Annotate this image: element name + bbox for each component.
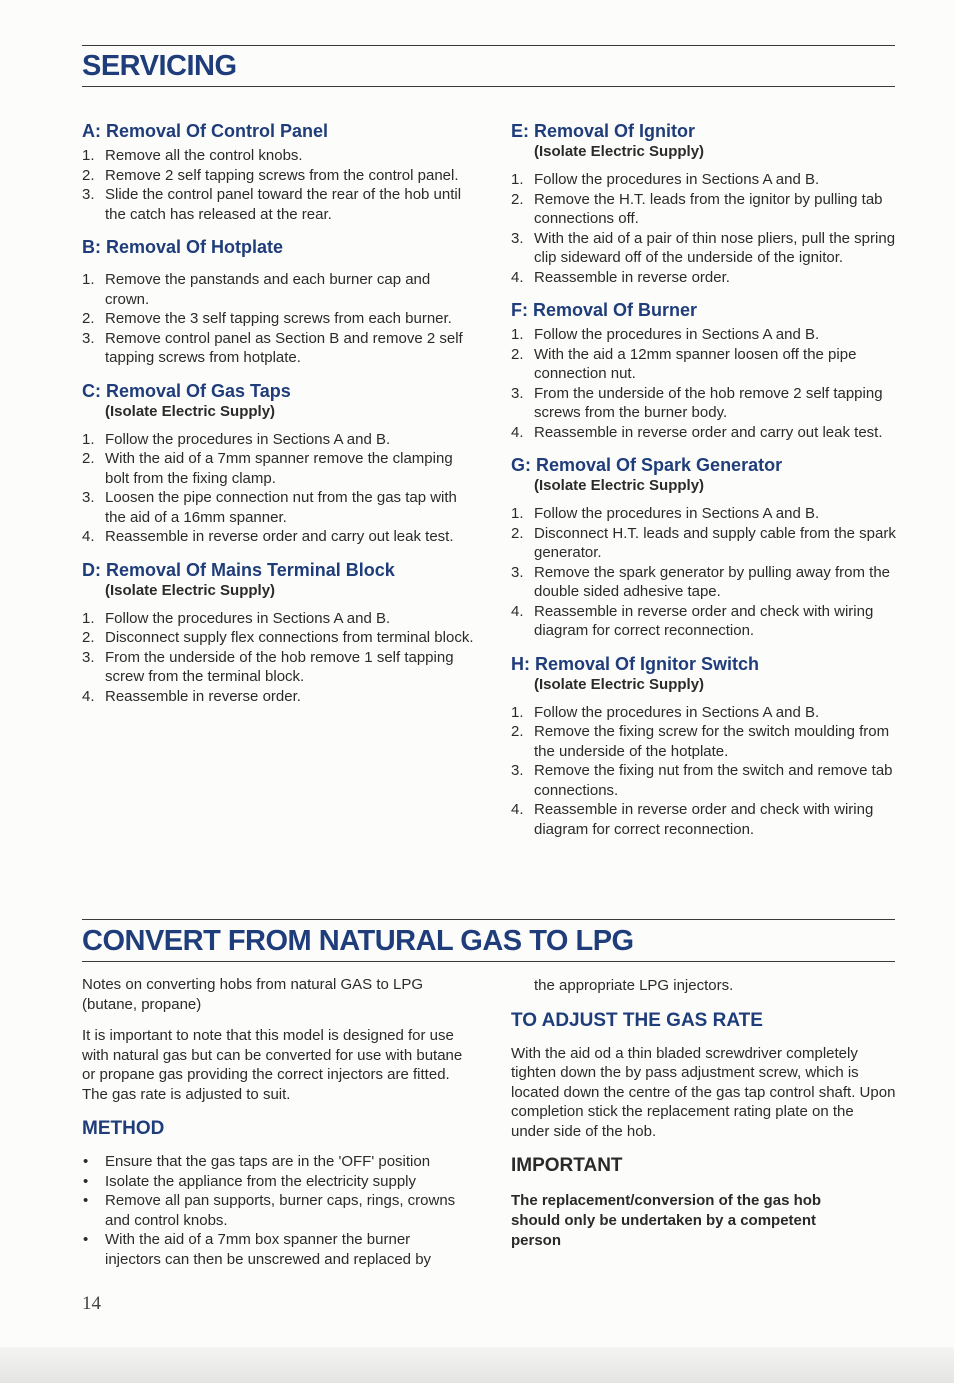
list-item: 4. Reassemble in reverse order and check with wiring diagram for correct reconnection. [511,801,874,838]
section-g [511,454,904,641]
list-item: 3. With the aid of a pair of thin nose pliers, pull the spring clip sideward off of the underside of the ignitor. [511,229,896,266]
list-item: 1. Follow the procedures in Sections A and B. [511,505,820,522]
list-item: 3. From the underside of the hob remove 2 self tapping screws from the burner body. [511,384,883,421]
section-d-heading: D: Removal Of Mains Terminal Block [82,559,395,580]
section-f-steps [511,325,904,442]
list-item: • Isolate the appliance from the electricity supply [83,1172,416,1190]
list-item: 1. Follow the procedures in Sections A and B. [511,703,820,721]
list-item: 4. Reassemble in reverse order and carry out leak test. [511,423,883,441]
list-item: 4. Reassemble in reverse order and carry out leak test. [82,528,454,545]
section-g-note: (Isolate Electric Supply) [534,477,705,494]
section-d-note: (Isolate Electric Supply) [105,581,276,599]
list-item: 1. Remove the panstands and each burner cap and crown. [82,271,431,308]
list-item: 1. Follow the procedures in Sections A and B. [82,609,391,627]
list-item: 1. Remove all the control knobs. [82,147,303,164]
section-c [82,380,477,547]
list-item: • Ensure that the gas taps are in the 'OFF' position [83,1153,431,1170]
section-a [82,120,477,224]
section-e-heading: E: Removal Of Ignitor [511,121,696,141]
section-f-heading: F: Removal Of Burner [511,300,698,320]
list-item: 2. Remove the 3 self tapping screws from each burner. [82,310,452,327]
section-d [82,559,477,707]
list-item: 2. Remove the fixing screw for the switch moulding from the underside of the hotplate. [511,723,890,760]
section-h-steps [511,703,904,840]
list-item: 3. Remove the spark generator by pulling away from the double sided adhesive tape. [511,563,891,600]
page-number: 14 [82,1293,101,1314]
list-item: 2. Disconnect H.T. leads and supply cable from the spark generator. [511,524,896,561]
list-item: 3. Remove the fixing nut from the switch and remove tab connections. [511,762,893,799]
convert-right-column [511,976,896,1251]
section-e-note: (Isolate Electric Supply) [534,143,705,160]
section-h-note: (Isolate Electric Supply) [534,675,705,693]
list-item: 3. From the underside of the hob remove 1 self tapping screw from the terminal block. [82,648,454,685]
section-c-steps [82,430,477,547]
top-rule [82,45,895,46]
adjust-gas-rate-heading: TO ADJUST THE GAS RATE [511,1009,763,1031]
section-a-steps [82,146,477,224]
list-item: 2. Remove the H.T. leads from the ignitor by pulling tab connections off. [511,190,883,227]
adjust-gas-rate-text: With the aid od a thin bladed screwdriver completely tighten down the by pass adjustment screw, which is located down the centre of the gas tap control shaft. Upon completion stick the replacement rating plate on the under side of the hob. [511,1044,896,1140]
convert-left-column [82,975,467,1269]
servicing-title-rule [82,86,895,87]
section-b-steps [82,270,477,368]
method-list [82,1152,467,1269]
list-item: • With the aid of a 7mm box spanner the burner injectors can then be unscrewed and replaced by [83,1231,432,1268]
list-item: 1. Follow the procedures in Sections A and B. [511,171,820,188]
section-b-heading: B: Removal Of Hotplate [82,237,284,257]
important-heading: IMPORTANT [511,1155,623,1176]
section-a-heading: A: Removal Of Control Panel [82,121,329,141]
section-e-steps [511,170,904,287]
list-item: 3. Loosen the pipe connection nut from the gas tap with the aid of a 16mm spanner. [82,489,457,526]
section-g-steps [511,504,904,641]
convert-title: CONVERT FROM NATURAL GAS TO LPG [82,925,634,957]
convert-intro-2: It is important to note that this model is designed for use with natural gas but can be converted for use with butane or propane gas providing the correct injectors are fitted. The gas rate is adjusted to suit. [82,1027,463,1103]
section-c-note: (Isolate Electric Supply) [105,402,276,420]
scan-shadow [0,1347,954,1383]
list-item: 4. Reassemble in reverse order. [82,687,301,705]
convert-intro-1: Notes on converting hobs from natural GAS to LPG (butane, propane) [82,976,424,1013]
list-item: 3. Slide the control panel toward the rear of the hob until the catch has released at the rear. [82,186,462,223]
list-item: 1. Follow the procedures in Sections A and B. [82,430,391,448]
method-heading: METHOD [82,1118,165,1139]
section-g-heading: G: Removal Of Spark Generator [511,455,783,475]
section-h [511,653,904,840]
list-item: 2. Disconnect supply flex connections from terminal block. [82,629,474,646]
section-c-heading: C: Removal Of Gas Taps [82,380,291,401]
list-item: 2. Remove 2 self tapping screws from the control panel. [82,166,459,184]
list-item: 2. With the aid a 12mm spanner loosen off the pipe connection nut. [511,345,857,382]
section-h-heading: H: Removal Of Ignitor Switch [511,653,760,674]
list-item: 3. Remove control panel as Section B and remove 2 self tapping screws from hotplate. [82,329,463,366]
list-item: 1. Follow the procedures in Sections A and B. [511,326,820,343]
important-text: The replacement/conversion of the gas hob should only be undertaken by a competent person [511,1192,822,1249]
section-d-steps [82,609,477,707]
list-item: 4. Reassemble in reverse order. [511,268,730,286]
servicing-left-column [82,120,477,706]
section-f [511,299,904,442]
section-e [511,120,904,287]
servicing-right-column [511,120,904,839]
convert-title-rule [82,961,895,962]
section-b [82,236,477,368]
list-item: • Remove all pan supports, burner caps, rings, crowns and control knobs. [83,1192,456,1229]
convert-top-rule [82,919,895,920]
method-continuation: the appropriate LPG injectors. [534,977,734,994]
servicing-title: SERVICING [82,50,237,82]
list-item: 4. Reassemble in reverse order and check with wiring diagram for correct reconnection. [511,602,874,639]
list-item: 2. With the aid of a 7mm spanner remove the clamping bolt from the fixing clamp. [82,450,453,487]
